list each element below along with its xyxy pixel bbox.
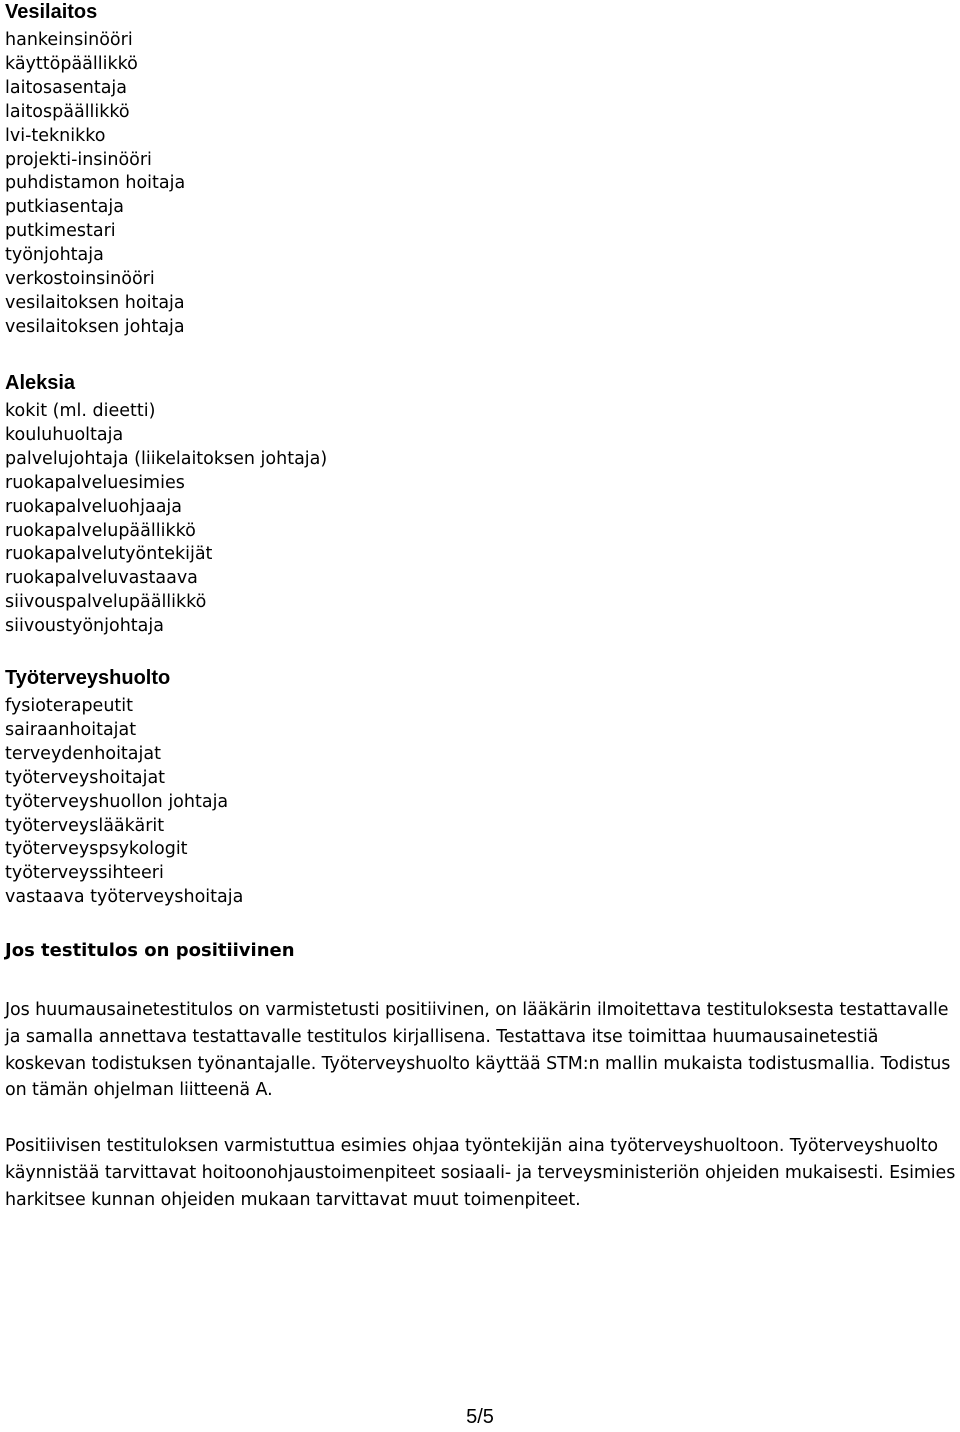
list-item: hankeinsinööri [5,30,133,50]
list-item: ruokapalvelupäällikkö [5,520,196,541]
section-heading: Vesilaitos [5,1,98,23]
list-item: kouluhuoltaja [5,424,124,445]
list-item: putkiasentaja [5,197,124,218]
list-item: ruokapalveluohjaaja [5,496,183,517]
list-item: työterveyssihteeri [5,863,164,884]
list-item: ruokapalveluesimies [5,472,185,493]
list-item: laitospäällikkö [5,101,130,122]
list-item: käyttöpäällikkö [5,53,138,74]
job-title-list [5,29,185,340]
list-item: työterveyspsykologit [5,839,188,860]
list-item: sairaanhoitajat [5,719,137,740]
section-vesilaitos [5,0,185,340]
list-item: ruokapalveluvastaava [5,568,198,589]
list-item: laitosasentaja [5,77,128,98]
list-item: terveydenhoitajat [5,743,161,764]
list-item: vesilaitoksen johtaja [5,316,185,337]
list-item: työnjohtaja [5,245,104,266]
list-item: kokit (ml. dieetti) [5,401,156,421]
list-item: fysioterapeutit [5,696,133,716]
page-number: 5/5 [466,1406,494,1428]
list-item: työterveyshoitajat [5,767,166,788]
list-item: puhdistamon hoitaja [5,173,186,194]
list-item: siivouspalvelupäällikkö [5,592,207,613]
section-heading: Työterveyshuolto [5,667,171,689]
list-item: verkostoinsinööri [5,269,155,290]
list-item: työterveyshuollon johtaja [5,791,229,812]
section-tyoterveyshuolto [5,666,243,910]
section-aleksia [5,371,327,639]
job-title-list [5,695,243,910]
positive-result-paragraph: Jos huumausainetestitulos on varmistetusti positiivinen, on lääkärin ilmoitettava testituloksesta testattavalle ja samalla annettava testattavalle testitulos kirjallisena. Testattava itse toimittaa huumausainetestiä koskevan todistuksen työnantajalle. Työterveyshuolto käyttää STM:n mallin mukaista todistusmallia. Todistus on tämän ohjelman liitteenä A. [5,1000,951,1101]
positive-result-heading: Jos testitulos on positiivinen [5,940,295,961]
job-title-list [5,400,327,639]
section-heading: Aleksia [5,372,76,394]
list-item: vastaava työterveyshoitaja [5,887,244,908]
list-item: siivoustyönjohtaja [5,616,164,637]
followup-paragraph: Positiivisen testituloksen varmistuttua esimies ohjaa työntekijän aina työterveyshuoltoon. Työterveyshuolto käynnistää tarvittavat hoitoonohjaustoimenpiteet sosiaali- ja terveysministeriön ohjeiden mukaisesti. Esimies harkitsee kunnan ohjeiden mukaan tarvittavat muut toimenpiteet. [5,1136,956,1210]
list-item: työterveyslääkärit [5,815,165,836]
list-item: putkimestari [5,221,116,242]
list-item: palvelujohtaja (liikelaitoksen johtaja) [5,448,328,469]
list-item: ruokapalvelutyöntekijät [5,544,213,565]
list-item: lvi-teknikko [5,125,106,146]
list-item: projekti-insinööri [5,149,152,170]
list-item: vesilaitoksen hoitaja [5,292,185,313]
